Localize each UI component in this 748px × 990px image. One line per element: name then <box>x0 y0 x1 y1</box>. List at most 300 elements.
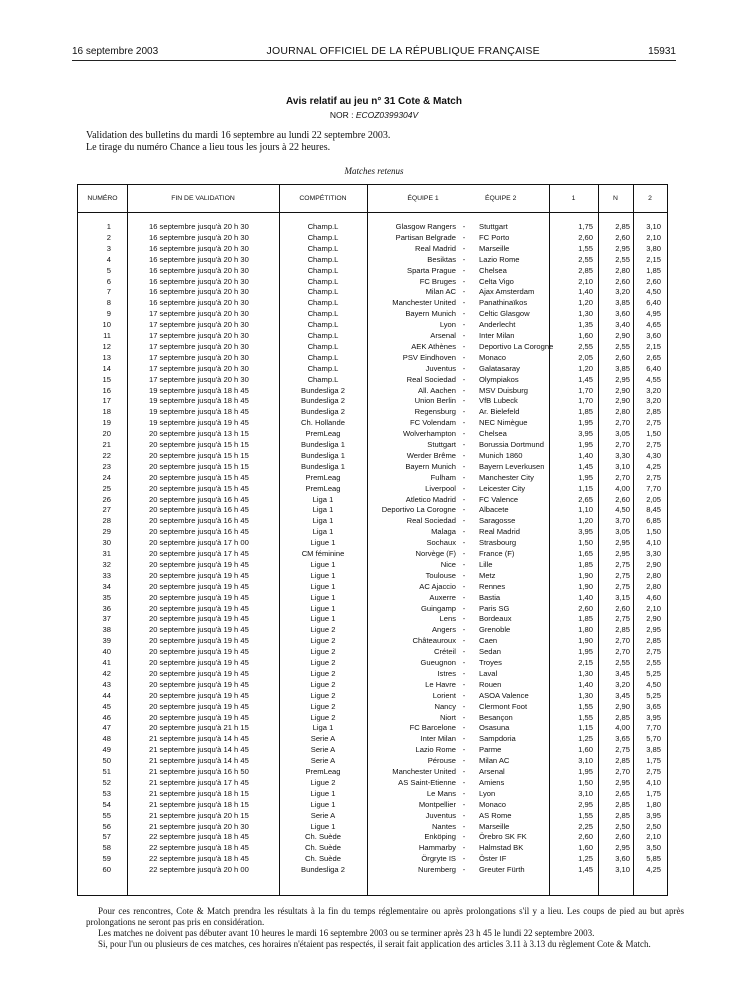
row-odds-1: 1,25 <box>578 734 593 744</box>
row-competition: Champ.L <box>307 320 339 330</box>
row-competition: Champ.L <box>307 232 339 242</box>
row-separator-dash: - <box>462 396 466 406</box>
header-competition: COMPÉTITION <box>279 185 367 213</box>
row-competition: Bundesliga 1 <box>301 461 345 471</box>
row-competition: Champ.L <box>307 276 339 286</box>
row-fin-validation: 22 septembre jusqu'à 18 h 45 <box>149 832 249 842</box>
row-competition: Champ.L <box>307 243 339 253</box>
row-fin-validation: 22 septembre jusqu'à 18 h 45 <box>149 843 249 853</box>
table-row <box>78 255 667 266</box>
row-odds-2: 3,80 <box>646 243 661 253</box>
table-row <box>78 277 667 288</box>
row-odds-1: 1,75 <box>578 222 593 231</box>
row-competition: Liga 1 <box>312 505 334 515</box>
row-odds-n: 3,45 <box>615 668 630 678</box>
row-fin-validation: 17 septembre jusqu'à 20 h 30 <box>149 352 249 362</box>
row-separator-dash: - <box>462 276 466 286</box>
row-odds-n: 2,90 <box>615 385 630 395</box>
row-equipe-2: Ajax Amsterdam <box>479 287 535 297</box>
row-odds-n: 2,85 <box>615 810 630 820</box>
table-row <box>78 429 667 440</box>
row-odds-2: 1,50 <box>646 527 661 537</box>
row-odds-2: 4,60 <box>646 592 661 602</box>
row-equipe-2: ASOA Valence <box>479 690 529 700</box>
header-odds-1: 1 <box>549 185 598 213</box>
footer-notes <box>86 906 684 950</box>
table-row <box>78 713 667 724</box>
row-odds-n: 2,80 <box>615 265 630 275</box>
table-row <box>78 778 667 789</box>
table-row <box>78 571 667 582</box>
row-separator-dash: - <box>462 723 466 733</box>
row-odds-n: 3,10 <box>615 461 630 471</box>
row-equipe-1: Nantes <box>431 821 456 831</box>
row-equipe-2: Bastia <box>479 592 501 602</box>
row-odds-n: 2,70 <box>615 418 630 428</box>
row-competition: Ch. Suède <box>305 854 341 864</box>
row-fin-validation: 19 septembre jusqu'à 18 h 45 <box>149 407 249 417</box>
row-equipe-2: France (F) <box>479 549 515 558</box>
page-number: 15931 <box>648 45 676 57</box>
row-fin-validation: 21 septembre jusqu'à 20 h 15 <box>149 810 249 820</box>
row-odds-1: 1,30 <box>578 668 593 678</box>
row-fin-validation: 21 septembre jusqu'à 17 h 45 <box>149 777 249 787</box>
table-row <box>78 800 667 811</box>
row-competition: Ligue 2 <box>310 647 336 657</box>
row-odds-n: 2,75 <box>615 559 630 569</box>
table-row <box>78 418 667 429</box>
row-number: 34 <box>102 581 111 591</box>
row-odds-n: 3,60 <box>615 309 630 319</box>
row-equipe-1: Örgryte IS <box>421 854 456 864</box>
row-odds-2: 2,50 <box>646 821 661 831</box>
row-competition: Ligue 2 <box>310 712 336 722</box>
row-odds-n: 2,60 <box>615 352 630 362</box>
row-equipe-1: Châteauroux <box>412 636 456 646</box>
row-odds-2: 4,30 <box>646 450 661 460</box>
table-row <box>78 843 667 854</box>
row-fin-validation: 20 septembre jusqu'à 17 h 45 <box>149 549 249 558</box>
row-fin-validation: 21 septembre jusqu'à 18 h 15 <box>149 788 249 798</box>
row-equipe-2: Monaco <box>479 799 507 809</box>
table-row <box>78 364 667 375</box>
row-odds-1: 1,80 <box>578 625 593 635</box>
table-row <box>78 647 667 658</box>
table-row <box>78 865 667 876</box>
row-fin-validation: 20 septembre jusqu'à 19 h 45 <box>149 712 249 722</box>
row-equipe-1: Werder Brême <box>406 450 456 460</box>
row-competition: Ligue 2 <box>310 701 336 711</box>
footer-paragraph-3: Si, pour l'un ou plusieurs de ces matches, ces horaires n'étaient pas respectés, il serait fait application des articles 3.11 à 3.13 du règlement Cote & Match. <box>98 939 651 949</box>
row-equipe-1: Bayern Munich <box>405 461 456 471</box>
row-equipe-2: Celta Vigo <box>479 276 514 286</box>
table-row <box>78 669 667 680</box>
row-fin-validation: 20 septembre jusqu'à 16 h 45 <box>149 516 249 526</box>
row-odds-2: 3,50 <box>646 843 661 853</box>
row-equipe-1: Partisan Belgrade <box>395 232 456 242</box>
row-separator-dash: - <box>462 668 466 678</box>
row-separator-dash: - <box>462 581 466 591</box>
row-number: 4 <box>106 254 111 264</box>
row-odds-2: 4,25 <box>646 865 661 875</box>
row-number: 13 <box>102 352 111 362</box>
row-odds-n: 2,70 <box>615 767 630 776</box>
table-row <box>78 527 667 538</box>
row-equipe-2: Troyes <box>479 658 502 667</box>
row-equipe-2: Ar. Bielefeld <box>479 407 520 417</box>
row-equipe-2: Caen <box>479 636 498 646</box>
row-number: 38 <box>102 625 111 635</box>
row-fin-validation: 20 septembre jusqu'à 17 h 00 <box>149 538 249 548</box>
row-equipe-2: Lyon <box>479 788 496 798</box>
table-row <box>78 789 667 800</box>
row-odds-2: 1,50 <box>646 429 661 439</box>
row-separator-dash: - <box>462 549 466 558</box>
row-separator-dash: - <box>462 287 466 297</box>
row-equipe-1: Arsenal <box>430 331 456 340</box>
row-odds-2: 2,80 <box>646 570 661 580</box>
row-fin-validation: 21 septembre jusqu'à 16 h 50 <box>149 767 249 776</box>
row-equipe-2: NEC Nimègue <box>479 418 528 428</box>
row-odds-2: 2,15 <box>646 341 661 351</box>
row-competition: Ligue 1 <box>310 592 336 602</box>
row-equipe-1: FC Bruges <box>419 276 456 286</box>
row-competition: Ligue 2 <box>310 690 336 700</box>
row-equipe-2: Sampdoria <box>479 734 516 744</box>
row-fin-validation: 20 septembre jusqu'à 19 h 45 <box>149 614 249 624</box>
matches-table <box>77 184 668 896</box>
table-row <box>78 298 667 309</box>
header-odds-n: N <box>598 185 633 213</box>
row-odds-2: 2,80 <box>646 581 661 591</box>
table-row <box>78 832 667 843</box>
row-fin-validation: 21 septembre jusqu'à 18 h 15 <box>149 799 249 809</box>
row-odds-2: 5,25 <box>646 690 661 700</box>
row-odds-2: 2,75 <box>646 418 661 428</box>
row-equipe-1: Real Sociedad <box>406 374 456 384</box>
header-rule <box>72 60 676 61</box>
row-number: 7 <box>106 287 111 297</box>
row-odds-n: 3,45 <box>615 690 630 700</box>
row-separator-dash: - <box>462 854 466 864</box>
row-odds-2: 2,65 <box>646 352 661 362</box>
row-equipe-1: Atletico Madrid <box>405 494 456 504</box>
row-odds-1: 1,10 <box>578 505 593 515</box>
row-number: 55 <box>102 810 111 820</box>
row-separator-dash: - <box>462 821 466 831</box>
row-odds-1: 1,70 <box>578 385 593 395</box>
row-equipe-2: Bordeaux <box>479 614 512 624</box>
row-equipe-2: Metz <box>479 570 496 580</box>
row-odds-n: 2,60 <box>615 232 630 242</box>
row-fin-validation: 20 septembre jusqu'à 19 h 45 <box>149 636 249 646</box>
row-equipe-1: Niort <box>439 712 456 722</box>
table-row <box>78 386 667 397</box>
row-separator-dash: - <box>462 767 466 776</box>
intro-line-2: Le tirage du numéro Chance a lieu tous les jours à 22 heures. <box>86 142 331 153</box>
row-separator-dash: - <box>462 712 466 722</box>
row-number: 14 <box>102 363 111 373</box>
row-odds-2: 4,65 <box>646 320 661 330</box>
table-row <box>78 309 667 320</box>
row-odds-1: 3,95 <box>578 527 593 537</box>
row-odds-2: 2,95 <box>646 625 661 635</box>
row-competition: Bundesliga 2 <box>301 385 345 395</box>
row-number: 28 <box>102 516 111 526</box>
row-equipe-1: Liverpool <box>425 483 456 493</box>
row-odds-2: 2,90 <box>646 614 661 624</box>
row-competition: Champ.L <box>307 222 339 231</box>
row-number: 11 <box>103 331 111 340</box>
row-odds-1: 1,95 <box>578 418 593 428</box>
row-competition: Ligue 2 <box>310 668 336 678</box>
row-odds-n: 2,95 <box>615 843 630 853</box>
row-separator-dash: - <box>462 483 466 493</box>
row-equipe-2: Inter Milan <box>479 331 515 340</box>
table-row <box>78 723 667 734</box>
row-separator-dash: - <box>462 603 466 613</box>
row-separator-dash: - <box>462 429 466 439</box>
row-odds-1: 1,95 <box>578 440 593 449</box>
row-equipe-2: Örebro SK FK <box>479 832 527 842</box>
row-number: 56 <box>102 821 111 831</box>
row-fin-validation: 20 septembre jusqu'à 19 h 45 <box>149 647 249 657</box>
row-odds-n: 2,70 <box>615 472 630 482</box>
row-fin-validation: 20 septembre jusqu'à 19 h 45 <box>149 603 249 613</box>
notice-intro <box>86 130 686 154</box>
row-odds-2: 3,30 <box>646 549 661 558</box>
row-odds-1: 1,60 <box>578 331 593 340</box>
row-odds-2: 5,85 <box>646 854 661 864</box>
row-number: 12 <box>102 341 111 351</box>
row-odds-1: 1,55 <box>578 810 593 820</box>
row-odds-2: 6,40 <box>646 363 661 373</box>
row-odds-1: 1,95 <box>578 647 593 657</box>
row-competition: Champ.L <box>307 254 339 264</box>
row-fin-validation: 21 septembre jusqu'à 14 h 45 <box>149 745 249 755</box>
row-number: 17 <box>102 396 111 406</box>
row-number: 32 <box>102 559 111 569</box>
row-separator-dash: - <box>462 309 466 319</box>
row-separator-dash: - <box>462 494 466 504</box>
row-competition: Ch. Hollande <box>301 418 345 428</box>
row-equipe-2: Lazio Rome <box>479 254 520 264</box>
row-odds-n: 4,50 <box>615 505 630 515</box>
row-odds-n: 3,40 <box>615 320 630 330</box>
row-odds-2: 3,20 <box>646 385 661 395</box>
row-odds-2: 2,15 <box>646 254 661 264</box>
row-fin-validation: 17 septembre jusqu'à 20 h 30 <box>149 341 249 351</box>
row-competition: Ligue 2 <box>310 625 336 635</box>
header-date: 16 septembre 2003 <box>72 45 159 57</box>
table-row <box>78 680 667 691</box>
row-equipe-1: Guingamp <box>420 603 456 613</box>
row-fin-validation: 20 septembre jusqu'à 15 h 15 <box>149 461 249 471</box>
row-competition: Bundesliga 2 <box>301 396 345 406</box>
row-equipe-1: AS Saint-Etienne <box>398 777 456 787</box>
row-competition: Ligue 1 <box>310 788 336 798</box>
row-competition: Champ.L <box>307 265 339 275</box>
row-odds-1: 2,60 <box>578 603 593 613</box>
row-number: 41 <box>102 658 111 667</box>
row-number: 50 <box>102 756 111 766</box>
row-equipe-1: Lorient <box>432 690 456 700</box>
row-separator-dash: - <box>462 472 466 482</box>
row-equipe-1: Gueugnon <box>420 658 456 667</box>
row-equipe-1: Milan AC <box>425 287 456 297</box>
table-row <box>78 233 667 244</box>
table-row <box>78 451 667 462</box>
row-equipe-2: Paris SG <box>479 603 510 613</box>
row-odds-1: 2,15 <box>578 658 593 667</box>
row-separator-dash: - <box>462 679 466 689</box>
row-separator-dash: - <box>462 243 466 253</box>
row-odds-n: 2,70 <box>615 647 630 657</box>
row-competition: Ligue 1 <box>310 559 336 569</box>
row-separator-dash: - <box>462 331 466 340</box>
row-equipe-2: Chelsea <box>479 265 507 275</box>
row-odds-1: 1,30 <box>578 690 593 700</box>
row-odds-n: 2,75 <box>615 614 630 624</box>
row-odds-n: 3,60 <box>615 854 630 864</box>
row-equipe-2: Marseille <box>479 243 510 253</box>
row-odds-n: 2,65 <box>615 788 630 798</box>
row-equipe-2: Rouen <box>479 679 502 689</box>
row-odds-1: 1,40 <box>578 287 593 297</box>
row-number: 29 <box>102 527 111 537</box>
header-equipe-2: ÉQUIPE 2 <box>479 185 549 213</box>
row-separator-dash: - <box>462 701 466 711</box>
row-equipe-2: Arsenal <box>479 767 505 776</box>
row-odds-2: 2,85 <box>646 636 661 646</box>
row-competition: Ligue 2 <box>310 658 336 667</box>
row-number: 42 <box>102 668 111 678</box>
row-odds-n: 2,85 <box>615 222 630 231</box>
row-number: 35 <box>102 592 111 602</box>
row-separator-dash: - <box>462 865 466 875</box>
row-separator-dash: - <box>462 320 466 330</box>
row-odds-2: 2,10 <box>646 232 661 242</box>
table-row <box>78 266 667 277</box>
table-row <box>78 342 667 353</box>
row-odds-n: 2,85 <box>615 625 630 635</box>
row-equipe-1: Regensburg <box>414 407 456 417</box>
row-equipe-2: Real Madrid <box>479 527 520 537</box>
row-odds-2: 2,10 <box>646 603 661 613</box>
row-separator-dash: - <box>462 527 466 537</box>
row-equipe-1: Juventus <box>425 363 456 373</box>
row-equipe-1: Nancy <box>434 701 456 711</box>
row-competition: Ligue 1 <box>310 799 336 809</box>
row-equipe-1: Lazio Rome <box>415 745 456 755</box>
row-odds-n: 3,20 <box>615 679 630 689</box>
row-odds-1: 1,20 <box>578 363 593 373</box>
row-separator-dash: - <box>462 352 466 362</box>
row-fin-validation: 20 septembre jusqu'à 13 h 15 <box>149 429 249 439</box>
row-odds-1: 1,35 <box>578 320 593 330</box>
row-competition: Ligue 1 <box>310 581 336 591</box>
row-competition: Liga 1 <box>312 527 334 537</box>
row-odds-2: 4,95 <box>646 309 661 319</box>
row-odds-n: 2,55 <box>615 254 630 264</box>
row-fin-validation: 21 septembre jusqu'à 14 h 45 <box>149 734 249 744</box>
row-number: 49 <box>102 745 111 755</box>
row-equipe-1: Nuremberg <box>418 865 456 875</box>
row-separator-dash: - <box>462 592 466 602</box>
row-competition: Champ.L <box>307 341 339 351</box>
row-separator-dash: - <box>462 450 466 460</box>
row-equipe-1: Wolverhampton <box>402 429 456 439</box>
row-odds-1: 2,95 <box>578 799 593 809</box>
row-competition: Ligue 1 <box>310 570 336 580</box>
row-separator-dash: - <box>462 625 466 635</box>
row-fin-validation: 20 septembre jusqu'à 15 h 45 <box>149 483 249 493</box>
row-equipe-2: Borussia Dortmund <box>479 440 544 449</box>
row-equipe-2: Clermont Foot <box>479 701 528 711</box>
row-odds-n: 2,95 <box>615 777 630 787</box>
row-number: 27 <box>102 505 111 515</box>
row-odds-n: 2,70 <box>615 636 630 646</box>
row-equipe-1: AEK Athènes <box>411 341 456 351</box>
nor-code: ECOZ0399304V <box>355 110 419 120</box>
row-competition: Champ.L <box>307 363 339 373</box>
row-odds-2: 4,10 <box>646 777 661 787</box>
row-odds-n: 2,75 <box>615 745 630 755</box>
row-equipe-2: Laval <box>479 668 498 678</box>
row-odds-n: 2,60 <box>615 494 630 504</box>
row-equipe-2: Amiens <box>479 777 505 787</box>
row-number: 19 <box>102 418 111 428</box>
row-number: 45 <box>102 701 111 711</box>
row-odds-n: 2,75 <box>615 581 630 591</box>
row-competition: Liga 1 <box>312 723 334 733</box>
row-competition: Ligue 1 <box>310 603 336 613</box>
row-fin-validation: 16 septembre jusqu'à 20 h 30 <box>149 243 249 253</box>
row-separator-dash: - <box>462 418 466 428</box>
row-competition: Serie A <box>310 756 336 766</box>
row-equipe-2: Bayern Leverkusen <box>479 461 545 471</box>
row-separator-dash: - <box>462 407 466 417</box>
table-row <box>78 440 667 451</box>
row-equipe-1: Toulouse <box>425 570 456 580</box>
row-odds-1: 1,25 <box>578 854 593 864</box>
row-equipe-2: Milan AC <box>479 756 510 766</box>
row-odds-1: 2,55 <box>578 254 593 264</box>
table-row <box>78 407 667 418</box>
table-row <box>78 375 667 386</box>
row-odds-1: 3,95 <box>578 429 593 439</box>
table-row <box>78 822 667 833</box>
row-equipe-2: MSV Duisburg <box>479 385 528 395</box>
row-number: 21 <box>102 440 111 449</box>
row-odds-1: 1,60 <box>578 843 593 853</box>
row-equipe-2: Grenoble <box>479 625 511 635</box>
row-fin-validation: 21 septembre jusqu'à 20 h 30 <box>149 821 249 831</box>
table-row <box>78 244 667 255</box>
row-separator-dash: - <box>462 756 466 766</box>
row-odds-n: 2,95 <box>615 538 630 548</box>
row-equipe-2: Greuter Fürth <box>479 865 525 875</box>
row-equipe-2: Deportivo La Corogne <box>479 341 554 351</box>
row-number: 2 <box>106 232 111 242</box>
row-odds-1: 1,85 <box>578 407 593 417</box>
row-number: 26 <box>102 494 111 504</box>
table-row <box>78 516 667 527</box>
row-competition: Ligue 1 <box>310 538 336 548</box>
row-equipe-1: Bayern Munich <box>405 309 456 319</box>
row-equipe-2: Manchester City <box>479 472 534 482</box>
row-competition: Bundesliga 1 <box>301 450 345 460</box>
